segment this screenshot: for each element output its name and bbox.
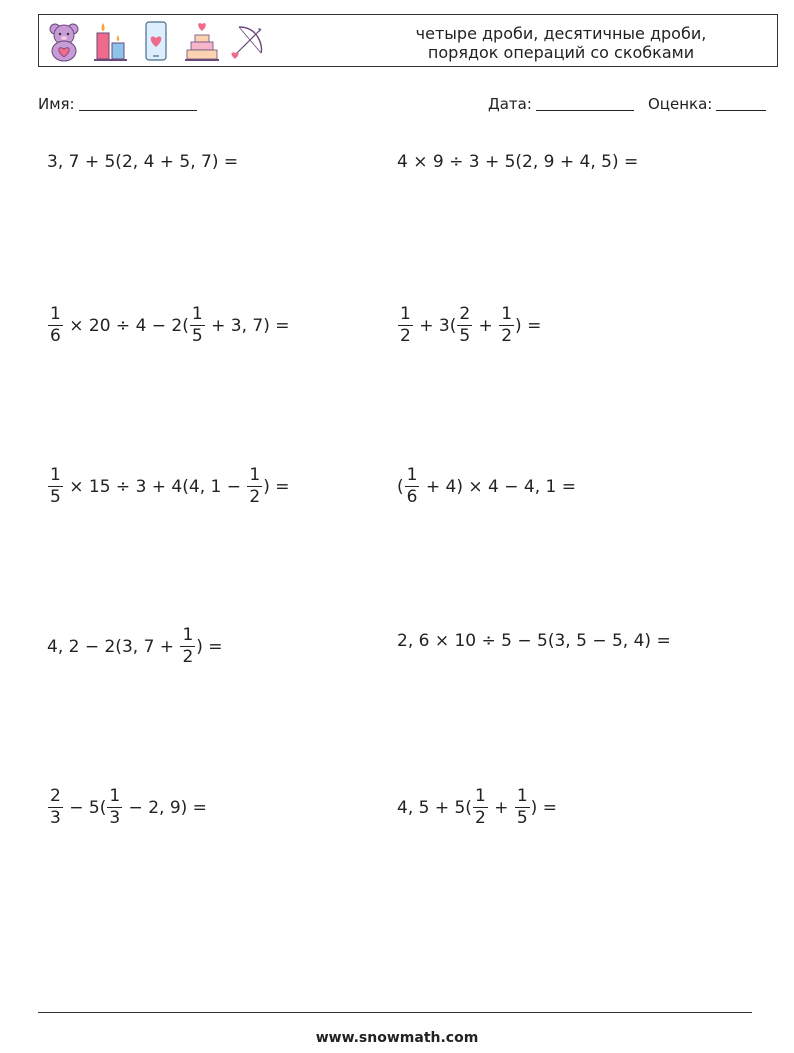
problem-3 <box>47 306 290 345</box>
expression-text: ) = <box>530 797 557 818</box>
fraction <box>457 306 472 345</box>
fraction-denominator: 3 <box>109 808 121 828</box>
fraction-numerator: 1 <box>182 625 194 645</box>
expression-text: ( <box>397 476 404 497</box>
header-icons <box>45 19 267 63</box>
fraction <box>107 788 122 827</box>
candles-icon <box>91 19 129 63</box>
problem-1 <box>47 152 238 172</box>
worksheet-title <box>391 24 731 62</box>
expression-text: ) = <box>196 636 223 657</box>
expression-text: 4, 2 − 2(3, 7 + <box>47 636 180 657</box>
fraction-numerator: 1 <box>191 304 203 324</box>
expression-text: ) = <box>515 315 542 336</box>
fraction <box>180 627 195 666</box>
problem-2 <box>397 152 638 172</box>
fraction-numerator: 1 <box>400 304 411 324</box>
fraction <box>398 306 413 345</box>
cake-icon <box>183 19 221 63</box>
fraction-denominator: 2 <box>501 326 513 346</box>
expression-text: + <box>488 797 514 818</box>
title-line-1: четыре дроби, десятичные дроби, <box>415 24 707 43</box>
fraction-denominator: 5 <box>191 326 203 346</box>
date-blank[interactable] <box>536 95 634 111</box>
expression-text: × 15 ÷ 3 + 4(4, 1 − <box>63 476 247 497</box>
worksheet-header <box>38 14 778 67</box>
footer-url[interactable]: www.snowmath.com <box>315 1030 479 1046</box>
problem-9 <box>47 788 207 827</box>
fraction-denominator: 2 <box>182 647 194 667</box>
fraction <box>48 467 63 506</box>
date-label: Дата: <box>488 95 532 113</box>
fraction <box>405 467 420 506</box>
fraction-denominator: 2 <box>474 808 486 828</box>
fraction-numerator: 2 <box>459 304 471 324</box>
fraction-numerator: 1 <box>249 465 261 485</box>
grade-blank[interactable] <box>716 95 766 111</box>
fraction-denominator: 2 <box>400 326 411 346</box>
expression-text: ) = <box>263 476 290 497</box>
grade-label: Оценка: <box>648 95 713 113</box>
fraction-denominator: 3 <box>50 808 61 828</box>
expression-text: − 5( <box>63 797 107 818</box>
fraction <box>499 306 514 345</box>
fraction-numerator: 1 <box>474 786 486 806</box>
fraction <box>247 467 262 506</box>
fraction-numerator: 1 <box>50 465 61 485</box>
fraction-denominator: 2 <box>249 487 261 507</box>
problem-5 <box>47 467 289 506</box>
fraction <box>473 788 488 827</box>
expression-text: + 3( <box>413 315 457 336</box>
fraction-denominator: 5 <box>516 808 528 828</box>
date-field[interactable] <box>488 95 634 113</box>
fraction-numerator: 1 <box>406 465 418 485</box>
fraction-numerator: 1 <box>50 304 61 324</box>
fraction <box>48 788 63 827</box>
fraction-denominator: 6 <box>406 487 418 507</box>
fraction <box>48 306 63 345</box>
fraction-numerator: 1 <box>109 786 121 806</box>
problem-8 <box>397 631 671 651</box>
fraction <box>515 788 530 827</box>
fraction <box>190 306 205 345</box>
problem-4 <box>397 306 541 345</box>
name-field[interactable] <box>38 95 197 113</box>
problem-10 <box>397 788 557 827</box>
bow-arrow-icon <box>229 19 267 63</box>
problem-7 <box>47 627 223 666</box>
name-label: Имя: <box>38 95 75 113</box>
grade-field[interactable] <box>648 95 766 113</box>
problem-6 <box>397 467 576 506</box>
fraction-denominator: 5 <box>459 326 471 346</box>
fraction-numerator: 2 <box>50 786 61 806</box>
expression-text: + <box>473 315 499 336</box>
phone-heart-icon <box>137 19 175 63</box>
expression-text: − 2, 9) = <box>123 797 207 818</box>
expression-text: 2, 6 × 10 ÷ 5 − 5(3, 5 − 5, 4) = <box>397 631 671 651</box>
title-line-2: порядок операций со скобками <box>427 43 695 62</box>
expression-text: + 4) × 4 − 4, 1 = <box>420 476 576 497</box>
name-blank[interactable] <box>79 95 197 111</box>
teddy-bear-icon <box>45 19 83 63</box>
fraction-denominator: 6 <box>50 326 61 346</box>
expression-text: 3, 7 + 5(2, 4 + 5, 7) = <box>47 152 239 172</box>
fraction-numerator: 1 <box>516 786 528 806</box>
fraction-denominator: 5 <box>50 487 61 507</box>
footer-divider <box>38 1012 752 1013</box>
expression-text: + 3, 7) = <box>205 315 290 336</box>
expression-text: × 20 ÷ 4 − 2( <box>63 315 189 336</box>
expression-text: 4 × 9 ÷ 3 + 5(2, 9 + 4, 5) = <box>397 152 639 172</box>
fraction-numerator: 1 <box>501 304 513 324</box>
expression-text: 4, 5 + 5( <box>397 797 472 818</box>
